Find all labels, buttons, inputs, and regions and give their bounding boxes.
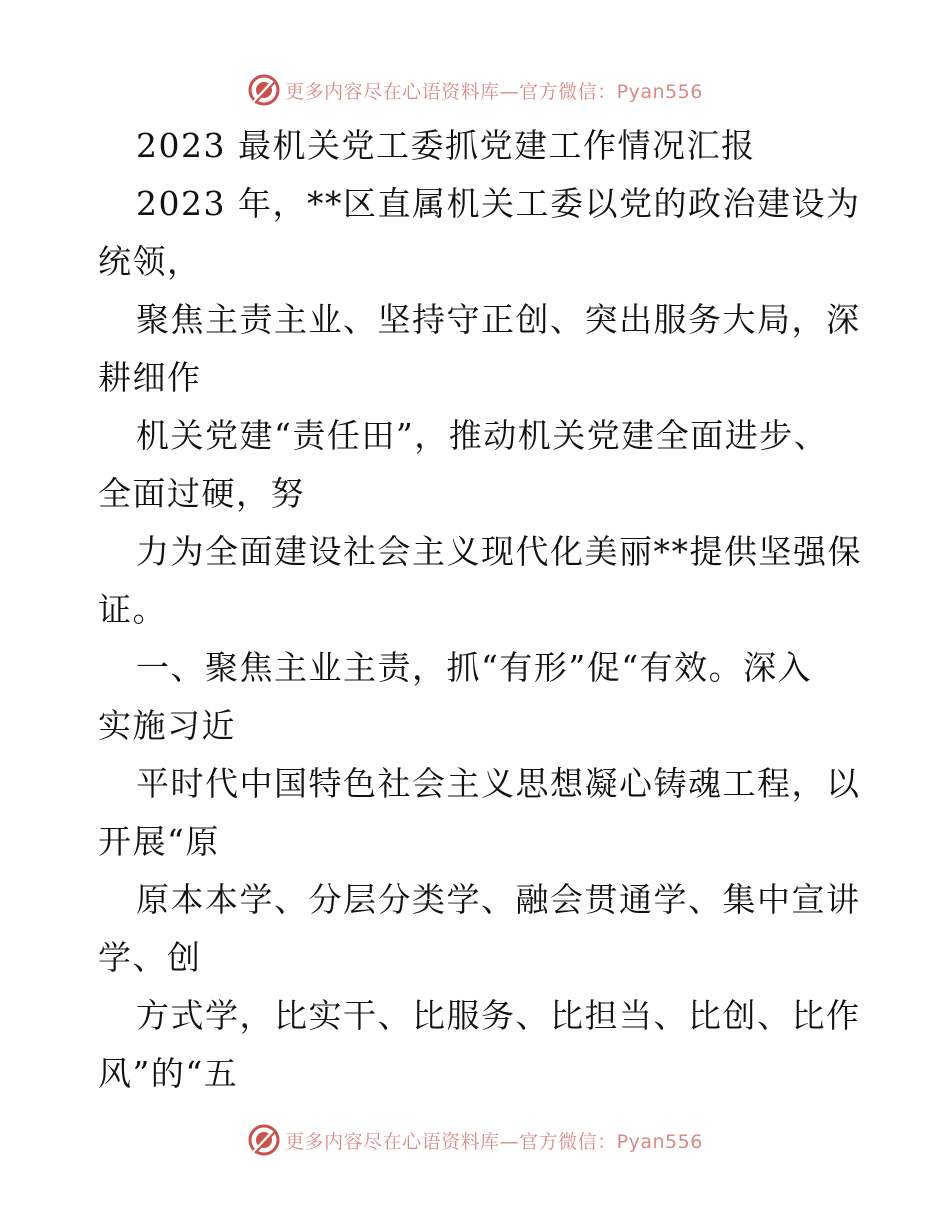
paragraph-line: 开展“原	[98, 822, 220, 861]
paragraph-line: 机关党建“责任田”，推动机关党建全面进步、	[136, 416, 829, 455]
document-title: 2023 最机关党工委抓党建工作情况汇报	[136, 126, 756, 165]
section-heading-line: 一、聚焦主业主责，抓“有形”促“有效。深入	[136, 648, 813, 687]
pen-seal-icon	[247, 1123, 281, 1157]
footer-watermark	[0, 1120, 950, 1160]
paragraph-line: 平时代中国特色社会主义思想凝心铸魂工程，以	[136, 764, 861, 803]
paragraph-line: 全面过硬，努	[98, 474, 305, 513]
paragraph-line: 学、创	[98, 938, 202, 977]
paragraph-line: 原本本学、分层分类学、融会贯通学、集中宣讲	[136, 880, 861, 919]
paragraph-line: 风”的“五	[98, 1054, 239, 1093]
document-body	[98, 117, 862, 1103]
pen-seal-icon	[247, 73, 281, 107]
paragraph-line: 力为全面建设社会主义现代化美丽**提供坚强保	[136, 532, 862, 571]
paragraph-line: 统领，	[98, 242, 202, 281]
paragraph-line: 证。	[98, 590, 167, 629]
paragraph-line: 耕细作	[98, 358, 202, 397]
paragraph-line: 实施习近	[98, 706, 236, 745]
paragraph-line: 方式学，比实干、比服务、比担当、比创、比作	[136, 996, 861, 1035]
paragraph-line: 聚焦主责主业、坚持守正创、突出服务大局，深	[136, 300, 861, 339]
paragraph-line: 2023 年，**区直属机关工委以党的政治建设为	[136, 184, 861, 223]
header-watermark	[0, 70, 950, 110]
watermark-text: 更多内容尽在心语资料库—官方微信：Pyan556	[285, 1130, 703, 1153]
watermark-text: 更多内容尽在心语资料库—官方微信：Pyan556	[285, 80, 703, 103]
